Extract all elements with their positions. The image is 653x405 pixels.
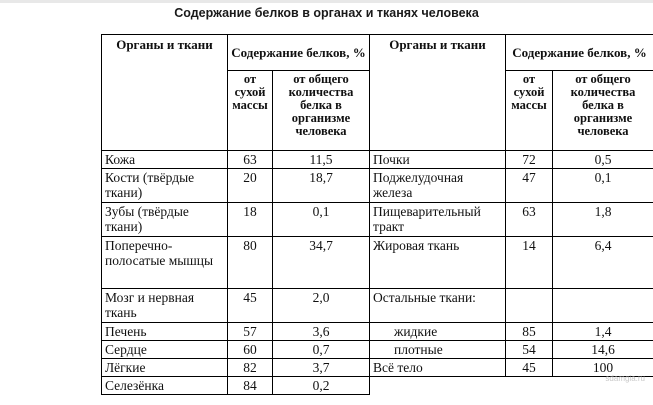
total-protein-cell: 3,6: [273, 323, 370, 341]
dry-mass-cell: 14: [506, 237, 553, 289]
dry-mass-cell: 84: [228, 377, 273, 395]
total-protein-cell: 14,6: [553, 341, 653, 359]
dry-mass-cell: 63: [506, 203, 553, 237]
organ-name-cell: Поперечно-полосатые мышцы: [102, 237, 228, 289]
table-row: [102, 169, 653, 203]
organ-name-cell: Мозг и нервная ткань: [102, 289, 228, 323]
total-protein-cell: 0,7: [273, 341, 370, 359]
dry-mass-cell: 20: [228, 169, 273, 203]
total-protein-cell: 0,1: [273, 203, 370, 237]
organ-name-cell: Всё тело: [370, 359, 506, 377]
total-protein-cell: 2,0: [273, 289, 370, 323]
total-protein-cell: 11,5: [273, 151, 370, 169]
total-protein-cell: 1,4: [553, 323, 653, 341]
table-row: [102, 341, 653, 359]
organ-name-cell: Жировая ткань: [370, 237, 506, 289]
dry-mass-cell: 80: [228, 237, 273, 289]
total-protein-cell: 0,2: [273, 377, 370, 395]
table-row: [102, 151, 653, 169]
organ-name-cell: Селезёнка: [102, 377, 228, 395]
total-protein-cell: [553, 289, 653, 323]
organ-name-cell: Поджелудочная железа: [370, 169, 506, 203]
header-dry-mass-right: от сухой массы: [506, 71, 553, 151]
organ-name-cell: жидкие: [370, 323, 506, 341]
dry-mass-cell: 60: [228, 341, 273, 359]
dry-mass-cell: [506, 289, 553, 323]
top-divider: [0, 0, 653, 3]
table-row: [102, 203, 653, 237]
organ-name-cell: плотные: [370, 341, 506, 359]
dry-mass-cell: 45: [506, 359, 553, 377]
dry-mass-cell: 63: [228, 151, 273, 169]
total-protein-cell: 100: [553, 359, 653, 377]
header-content-left: Содержание белков, %: [228, 35, 370, 71]
table-row: [102, 323, 653, 341]
dry-mass-cell: 18: [228, 203, 273, 237]
dry-mass-cell: 45: [228, 289, 273, 323]
total-protein-cell: 1,8: [553, 203, 653, 237]
organ-name-cell: Кости (твёрдые ткани): [102, 169, 228, 203]
organ-name-cell: Почки: [370, 151, 506, 169]
dry-mass-cell: 57: [228, 323, 273, 341]
total-protein-cell: 0,1: [553, 169, 653, 203]
header-content-right: Содержание белков, %: [506, 35, 653, 71]
total-protein-cell: 18,7: [273, 169, 370, 203]
organ-name-cell: Лёгкие: [102, 359, 228, 377]
total-protein-cell: 6,4: [553, 237, 653, 289]
organ-name-cell: Зубы (твёрдые ткани): [102, 203, 228, 237]
organ-name-cell: Пищеварительный тракт: [370, 203, 506, 237]
organ-name-cell: Сердце: [102, 341, 228, 359]
page-title: Содержание белков в органах и тканях человека: [174, 6, 479, 20]
table-row: [102, 289, 653, 323]
dry-mass-cell: 82: [228, 359, 273, 377]
header-total-protein-left: от общего количества белка в организме человека: [273, 71, 370, 151]
dry-mass-cell: 54: [506, 341, 553, 359]
dry-mass-cell: 85: [506, 323, 553, 341]
table-row: [102, 359, 653, 377]
header-organs-right: Органы и ткани: [370, 35, 506, 151]
table-row: [102, 237, 653, 289]
empty-cell: [506, 377, 553, 395]
total-protein-cell: 0,5: [553, 151, 653, 169]
organ-name-cell: Печень: [102, 323, 228, 341]
watermark: sdamgia.ru: [605, 374, 645, 383]
table-row: [102, 377, 653, 395]
total-protein-cell: 3,7: [273, 359, 370, 377]
header-total-protein-right: от общего количества белка в организме человека: [553, 71, 653, 151]
header-row: [102, 35, 653, 71]
dry-mass-cell: 72: [506, 151, 553, 169]
organ-name-cell: Остальные ткани:: [370, 289, 506, 323]
header-dry-mass-left: от сухой массы: [228, 71, 273, 151]
organ-name-cell: Кожа: [102, 151, 228, 169]
header-organs-left: Органы и ткани: [102, 35, 228, 151]
total-protein-cell: 34,7: [273, 237, 370, 289]
dry-mass-cell: 47: [506, 169, 553, 203]
empty-cell: [370, 377, 506, 395]
protein-content-table: [101, 34, 653, 395]
